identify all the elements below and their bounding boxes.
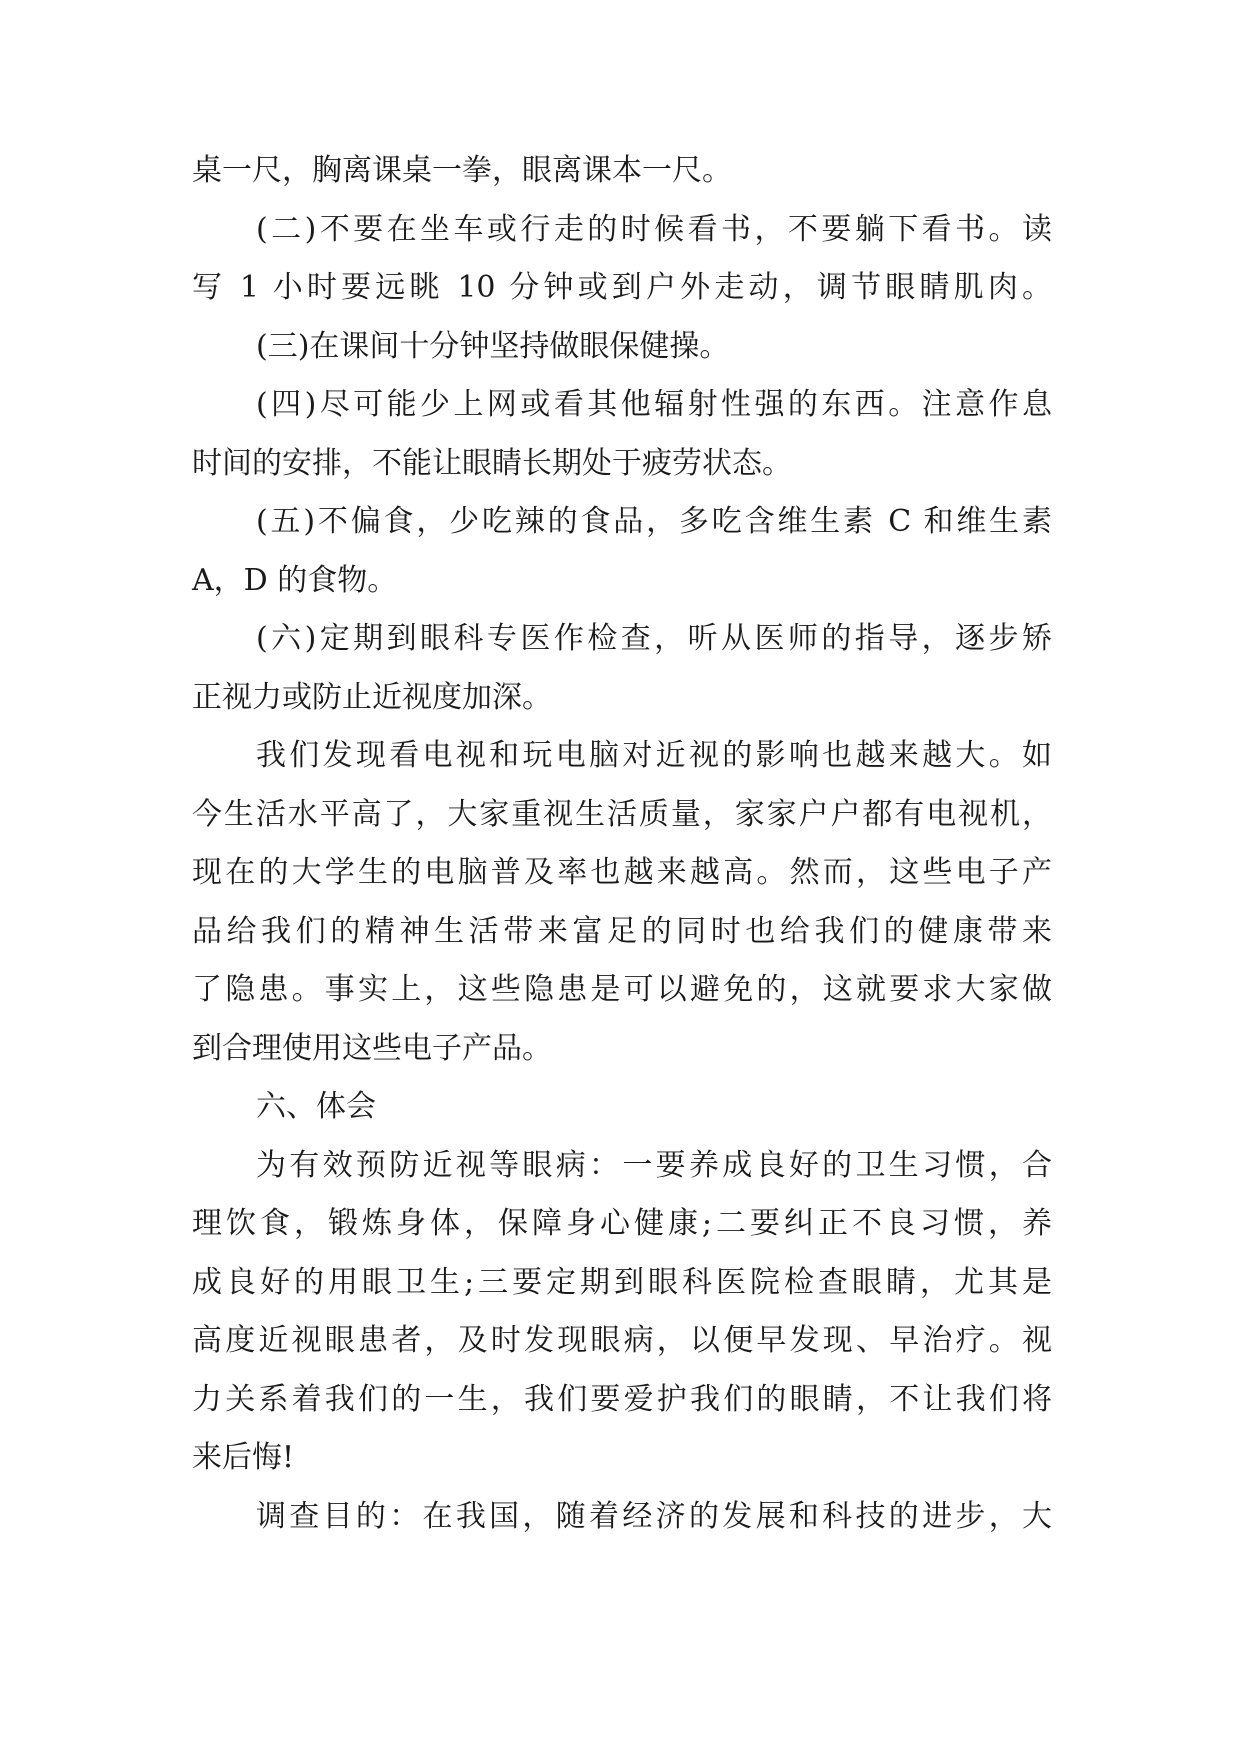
- text-line: 来后悔!: [192, 1440, 295, 1475]
- text-line: 到合理使用这些电子产品。: [192, 1031, 552, 1066]
- text-line: 了隐患。事实上，这些隐患是可以避免的，这就要求大家做: [192, 972, 1052, 1007]
- text-line: 现在的大学生的电脑普及率也越来越高。然而，这些电子产: [192, 855, 1052, 890]
- text-line: (四)尽可能少上网或看其他辐射性强的东西。注意作息: [256, 387, 1052, 422]
- text-line: (三)在课间十分钟坚持做眼保健操。: [256, 329, 730, 364]
- text-line: 时间的安排，不能让眼睛长期处于疲劳状态。: [192, 446, 792, 481]
- text-line: 成良好的用眼卫生;三要定期到眼科医院检查眼睛，尤其是: [192, 1265, 1052, 1300]
- text-line: 力关系着我们的一生，我们要爱护我们的眼睛，不让我们将: [192, 1382, 1052, 1417]
- text-line: 高度近视眼患者，及时发现眼病，以便早发现、早治疗。视: [192, 1323, 1052, 1358]
- text-line: A，D 的食物。: [192, 563, 398, 598]
- text-line: (二)不要在坐车或行走的时候看书，不要躺下看书。读: [256, 212, 1052, 247]
- text-line: 写 1 小时要远眺 10 分钟或到户外走动，调节眼睛肌肉。: [192, 270, 1052, 305]
- text-line: 品给我们的精神生活带来富足的同时也给我们的健康带来: [192, 914, 1052, 949]
- text-line: 我们发现看电视和玩电脑对近视的影响也越来越大。如: [256, 738, 1052, 773]
- text-line: (六)定期到眼科专医作检查，听从医师的指导，逐步矫: [256, 621, 1052, 656]
- text-line: 桌一尺，胸离课桌一拳，眼离课本一尺。: [192, 153, 732, 188]
- text-line: (五)不偏食，少吃辣的食品，多吃含维生素 C 和维生素: [256, 504, 1052, 539]
- text-line: 理饮食，锻炼身体，保障身心健康;二要纠正不良习惯，养: [192, 1206, 1052, 1241]
- section-heading: 六、体会: [256, 1089, 376, 1124]
- text-line: 为有效预防近视等眼病：一要养成良好的卫生习惯，合: [256, 1148, 1052, 1183]
- text-line: 今生活水平高了，大家重视生活质量，家家户户都有电视机，: [192, 797, 1052, 832]
- text-line: 正视力或防止近视度加深。: [192, 680, 552, 715]
- text-line: 调查目的：在我国，随着经济的发展和科技的进步，大: [256, 1499, 1052, 1534]
